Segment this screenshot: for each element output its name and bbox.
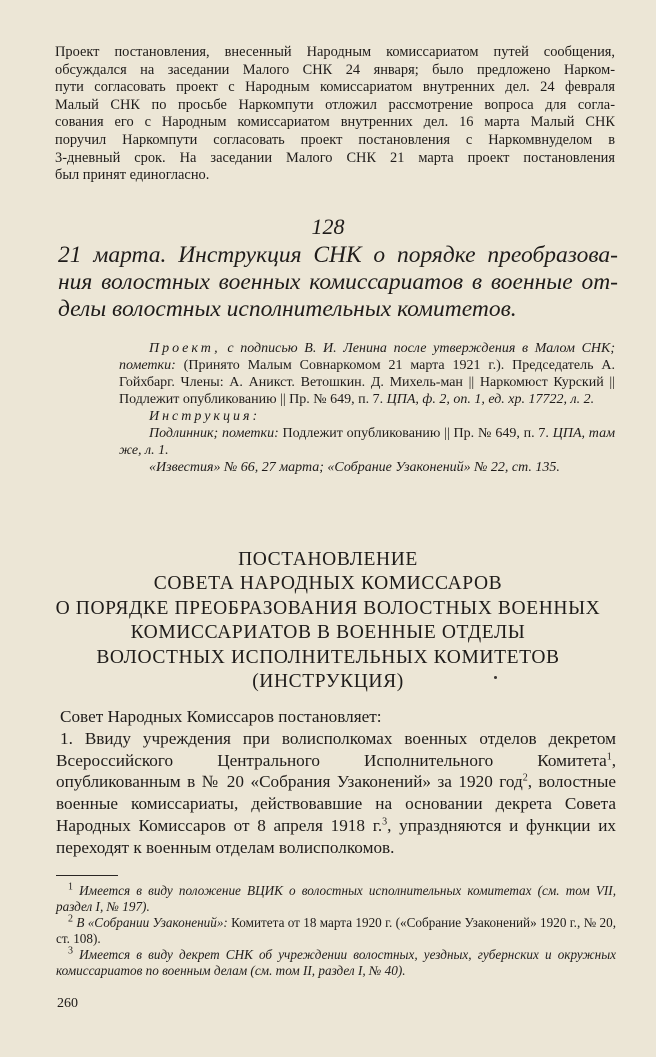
- title-line: ПОСТАНОВЛЕНИЕ: [238, 549, 418, 570]
- footnote: $^1$ Имеется в виду положение ВЦИК о волостных исполнительных комитетах (см. том VII, раздел I, № 197).: [56, 881, 616, 914]
- title-line: О ПОРЯДКЕ ПРЕОБРАЗОВАНИЯ ВОЛОСТНЫХ ВОЕННЫХ: [55, 597, 601, 619]
- intro-line: был принят единогласно.: [55, 167, 210, 184]
- heading-line: ния волостных военных комиссариатов в военные от-: [58, 269, 618, 295]
- source-note: Подлинник; пометки:: [149, 426, 279, 441]
- source-entry: [119, 459, 615, 476]
- intro-line: 3-дневный срок. На заседании Малого СНК 21 марта проект постановления: [55, 149, 615, 166]
- footnotes: [56, 883, 616, 979]
- page-number: 260: [57, 996, 78, 1011]
- source-entry: [119, 425, 615, 459]
- source-label: Проект,: [149, 341, 221, 356]
- footnote-ref[interactable]: 1: [606, 750, 612, 762]
- print-speck: [494, 676, 497, 679]
- source-text: (Принято Малым Совнаркомом 21 марта 1921 г.). Председатель А. Гойхбарг. Члены: А. Аникст. Ветошкин. Д. Михель-ман || Наркомюст Курский || Подлежит опубликованию || Пр. № 649, п. 7.: [119, 358, 616, 407]
- title-line: КОМИССАРИАТОВ В ВОЕННЫЕ ОТДЕЛЫ: [130, 622, 526, 644]
- heading-line: 21 марта. Инструкция СНК о порядке преобразова-: [58, 242, 618, 268]
- source-label: Инструкция:: [149, 409, 261, 424]
- footnote: $^2$ В «Собрании Узаконений»: Комитета от 18 марта 1920 г. («Собрание Узаконений» 1920 г., № 20, ст. 108).: [56, 913, 616, 946]
- source-text: Подлежит опубликованию || Пр. № 649, п. 7.: [282, 426, 549, 441]
- intro-line: Проект постановления, внесенный Народным комиссариатом путей сообщения,: [55, 44, 615, 60]
- title-line: ВОЛОСТНЫХ ИСПОЛНИТЕЛЬНЫХ КОМИТЕТОВ: [96, 646, 560, 668]
- intro-line: сования его с Народным комиссариатом внутренних дел. 16 марта Малый СНК: [55, 114, 615, 131]
- body-paragraph: 1. Ввиду учреждения при волисполкомах военных отделов декретом Всероссийского Центрального Исполнительного Комитета$^1$, опубликованным в № 20 «Собрания Узаконений» за 1920 год$^2$, волостные военные комиссариаты, действовавшие на основании декрета Совета Народных Комиссаров от 8 апреля 1918 г.$^3$, упраздняются и функции их переходят к военным отделам волисполкомов.: [56, 728, 616, 857]
- footnote-ref[interactable]: 3: [382, 816, 388, 828]
- body-opening: Совет Народных Комиссаров постановляет:: [60, 707, 382, 726]
- intro-line: Малый СНК по просьбе Наркомпути отложил рассмотрение вопроса для согла-: [55, 96, 615, 113]
- source-archive: ЦПА, там же, л. 1.: [119, 426, 616, 458]
- source-entry: [119, 408, 615, 425]
- title-line: (ИНСТРУКЦИЯ): [252, 671, 404, 693]
- intro-paragraph: [55, 44, 615, 185]
- title-line: СОВЕТА НАРОДНЫХ КОМИССАРОВ: [153, 573, 503, 595]
- intro-line: обсуждался на заседании Малого СНК 24 января; было предложено Нарком-: [55, 61, 615, 78]
- archival-sources: [119, 340, 615, 476]
- document-number: 128: [311, 214, 345, 239]
- footnote: $^3$ Имеется в виду декрет СНК об учреждении волостных, уездных, губернских и окружных комиссариатов по военным делам (см. том II, раздел I, № 40).: [56, 945, 617, 978]
- footnote-ref[interactable]: 2: [522, 772, 528, 784]
- footnote-divider: [56, 875, 118, 876]
- source-note: с подписью В. И. Ленина после утверждения в Малом СНК; пометки:: [119, 341, 616, 373]
- source-entry: [119, 340, 615, 408]
- intro-line: пути согласовать проект с Народным комиссариатом внутренних дел. 24 февраля: [55, 79, 615, 96]
- heading-line: делы волостных исполнительных комитетов.: [58, 296, 517, 322]
- source-publication: «Известия» № 66, 27 марта; «Собрание Узаконений» № 22, ст. 135.: [149, 460, 560, 475]
- decree-title: [40, 548, 616, 694]
- source-archive: ЦПА, ф. 2, оп. 1, ед. хр. 17722, л. 2.: [386, 392, 595, 407]
- decree-body: [56, 706, 616, 859]
- intro-line: поручил Наркомпути согласовать проект постановления с Наркомвнуделом в: [55, 131, 615, 148]
- document-heading: [58, 242, 618, 323]
